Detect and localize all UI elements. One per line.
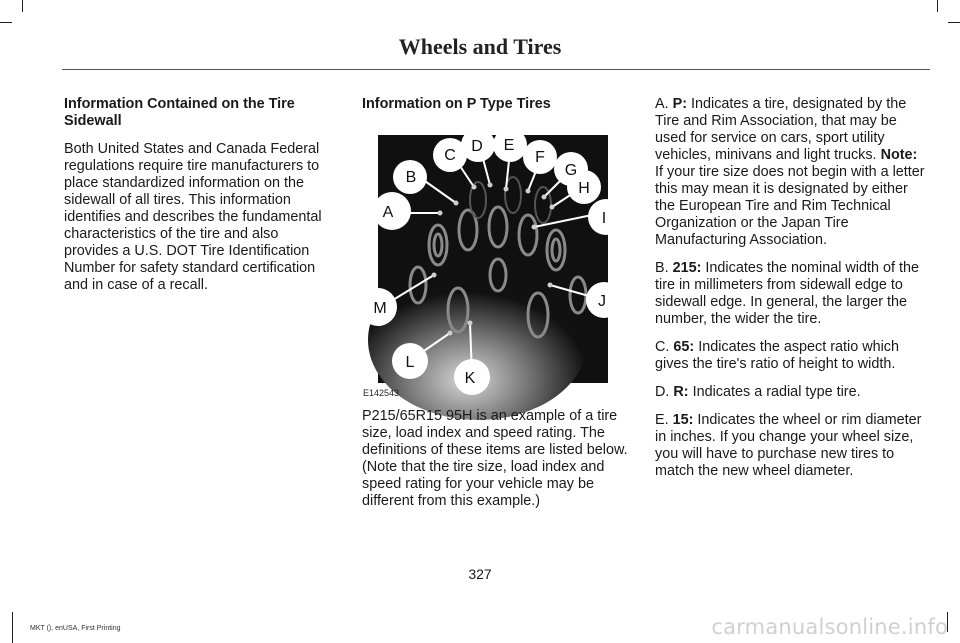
figure-code: E142543 — [363, 388, 400, 398]
figure-label: D — [471, 138, 483, 155]
item-text: Indicates a tire, designated by the Tire and Rim Association, that may be used for service on cars, sport utility vehicles, minivans and light trucks. — [655, 96, 907, 163]
crop-mark — [0, 22, 12, 23]
item-text: Indicates the wheel or rim diameter in inches. If you change your wheel size, you will have to purchase new tires to match the new wheel diameter. — [655, 412, 922, 479]
figure-label: E — [503, 137, 515, 154]
column-2 — [362, 96, 632, 124]
page-title: Wheels and Tires — [398, 34, 562, 59]
item-prefix: E. — [655, 412, 669, 428]
section-heading: Information Contained on the Tire Sidewall — [64, 96, 295, 129]
body-paragraph: P215/65R15 95H is an example of a tire size, load index and speed rating. The definitions of these items are listed below. (Note that the tire size, load index and speed rating for your vehicle may be different from this example.) — [362, 408, 628, 509]
item-text: Indicates the aspect ratio which gives the tire's ratio of height to width. — [655, 339, 899, 372]
item-term: R: — [673, 384, 689, 400]
page-number: 327 — [468, 566, 492, 582]
body-paragraph: Both United States and Canada Federal regulations require tire manufacturers to place standardized information on the sidewall of all tires. This information identifies and describes the fundamental characteristics of the tire and also provides a U.S. DOT Tire Identification Number for safety standard certification and in case of a recall. — [64, 141, 322, 293]
figure-label: G — [564, 162, 578, 179]
item-prefix: A. — [655, 96, 669, 112]
item-text: Indicates a radial type tire. — [692, 384, 861, 400]
figure-label: H — [578, 180, 590, 197]
definition-item — [655, 412, 927, 480]
column-3 — [655, 96, 927, 491]
crop-mark — [948, 22, 960, 23]
figure-label: F — [535, 149, 545, 166]
crop-mark — [937, 0, 938, 12]
definition-item — [655, 96, 927, 249]
figure-label: L — [405, 354, 415, 371]
item-text: Indicates the nominal width of the tire in millimeters from sidewall edge to sidewall edge. In general, the larger the number, the wider the tire. — [655, 260, 920, 327]
definition-item — [655, 339, 927, 373]
item-term: P: — [672, 96, 687, 112]
note-text: If your tire size does not begin with a letter this may mean it is designated by either the European Tire and Rim Technical Organization or the Japan Tire Manufacturing Association. — [655, 164, 925, 248]
column-1 — [64, 96, 336, 305]
figure-label: C — [444, 147, 456, 164]
item-term: 65: — [673, 339, 695, 355]
printing-info: MKT (), enUSA, First Printing — [30, 625, 121, 632]
figure-label: A — [382, 204, 394, 221]
definition-item — [655, 260, 927, 328]
item-prefix: D. — [655, 384, 670, 400]
figure-label: I — [601, 210, 607, 227]
header-divider — [62, 69, 930, 70]
figure-label: M — [373, 300, 387, 317]
crop-mark — [22, 0, 23, 12]
figure-label: K — [464, 370, 476, 387]
tire-illustration — [373, 135, 608, 387]
watermark-site: carmanualsonline.info — [711, 615, 948, 639]
figure-label: J — [598, 293, 606, 310]
item-term: 215: — [672, 260, 702, 276]
figure-label: B — [405, 169, 417, 186]
item-prefix: B. — [655, 260, 669, 276]
note-label: Note: — [880, 147, 918, 163]
item-prefix: C. — [655, 339, 670, 355]
definition-item — [655, 384, 927, 401]
item-term: 15: — [672, 412, 694, 428]
tire-sidewall-figure — [373, 135, 608, 387]
section-heading: Information on P Type Tires — [362, 96, 551, 112]
crop-mark — [12, 612, 13, 643]
